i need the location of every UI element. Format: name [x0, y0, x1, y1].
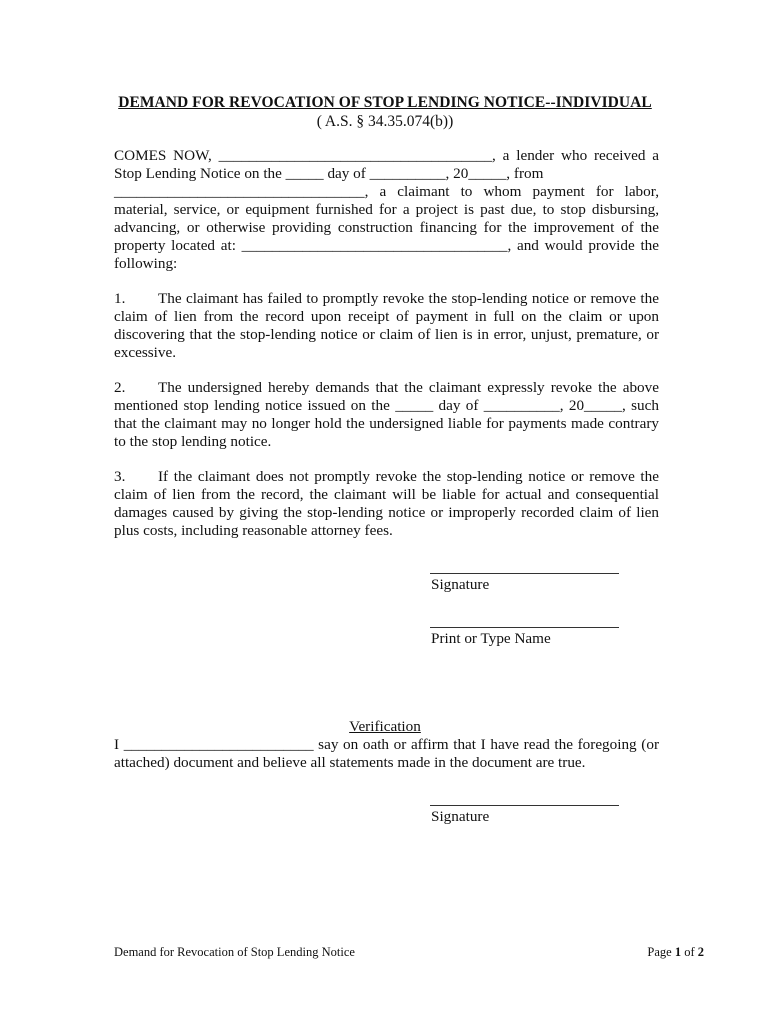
numbered-item-1: [114, 290, 659, 362]
intro-line: property located at: ___________________________________, and would provide the: [114, 237, 659, 254]
item-line: claim of lien from the record, the claimant will be liable for actual and consequential: [114, 486, 659, 503]
numbered-item-2: [114, 379, 659, 451]
item-first-line: [114, 290, 659, 308]
page-current: 1: [674, 945, 682, 959]
signature-line[interactable]: [430, 573, 619, 574]
print-name-line[interactable]: [430, 627, 619, 628]
verification-paragraph: [114, 736, 659, 772]
item-line: The undersigned hereby demands that the claimant expressly revoke the above: [158, 379, 659, 396]
item-line: that the claimant may no longer hold the undersigned liable for payments made contrary: [114, 415, 659, 432]
item-first-line: [114, 379, 659, 397]
intro-line: following:: [114, 255, 178, 272]
intro-line: Stop Lending Notice on the _____ day of __________, 20_____, from: [114, 165, 544, 182]
numbered-item-3: [114, 468, 659, 540]
page-total: 2: [697, 945, 704, 959]
footer-document-name: Demand for Revocation of Stop Lending Notice: [114, 945, 355, 959]
item-line: claim of lien from the record upon receipt of payment in full on the claim or upon: [114, 308, 659, 325]
item-line: plus costs, including reasonable attorney fees.: [114, 522, 393, 539]
page-prefix: Page: [647, 945, 675, 959]
page-number: [647, 945, 704, 960]
item-first-line: [114, 468, 659, 486]
intro-line: COMES NOW, ____________________________________, a lender who received a: [114, 147, 659, 164]
item-line: to the stop lending notice.: [114, 433, 272, 450]
item-line: The claimant has failed to promptly revoke the stop-lending notice or remove the: [158, 290, 659, 307]
statute-citation: ( A.S. § 34.35.074(b)): [316, 113, 454, 130]
intro-line: material, service, or equipment furnished for a project is past due, to stop disbursing,: [114, 201, 659, 218]
verification-line: I _________________________ say on oath or affirm that I have read the foregoing (or: [114, 736, 659, 753]
item-line: If the claimant does not promptly revoke the stop-lending notice or remove the: [158, 468, 659, 485]
item-line: excessive.: [114, 344, 176, 361]
page-mid: of: [681, 945, 698, 959]
verification-line: attached) document and believe all statements made in the document are true.: [114, 754, 586, 771]
item-line: damages caused by giving the stop-lending notice or improperly recorded claim of lien: [114, 504, 659, 521]
intro-line: advancing, or otherwise providing construction financing for the improvement of the: [114, 219, 659, 236]
item-number: 2.: [114, 379, 126, 396]
item-number: 3.: [114, 468, 126, 485]
print-name-label: Print or Type Name: [431, 630, 551, 647]
item-line: discovering that the stop-lending notice or claim of lien is in error, unjust, premature, or: [114, 326, 659, 343]
verification-title: Verification: [349, 718, 421, 735]
document-title: DEMAND FOR REVOCATION OF STOP LENDING NOTICE--INDIVIDUAL: [118, 94, 652, 111]
intro-paragraph: [114, 147, 659, 273]
verification-signature-line[interactable]: [430, 805, 619, 806]
intro-line: _________________________________, a claimant to whom payment for labor,: [114, 183, 659, 200]
item-number: 1.: [114, 290, 126, 307]
item-line: mentioned stop lending notice issued on the _____ day of __________, 20_____, such: [114, 397, 659, 414]
signature-label: Signature: [431, 576, 490, 593]
verification-signature-label: Signature: [431, 808, 490, 825]
